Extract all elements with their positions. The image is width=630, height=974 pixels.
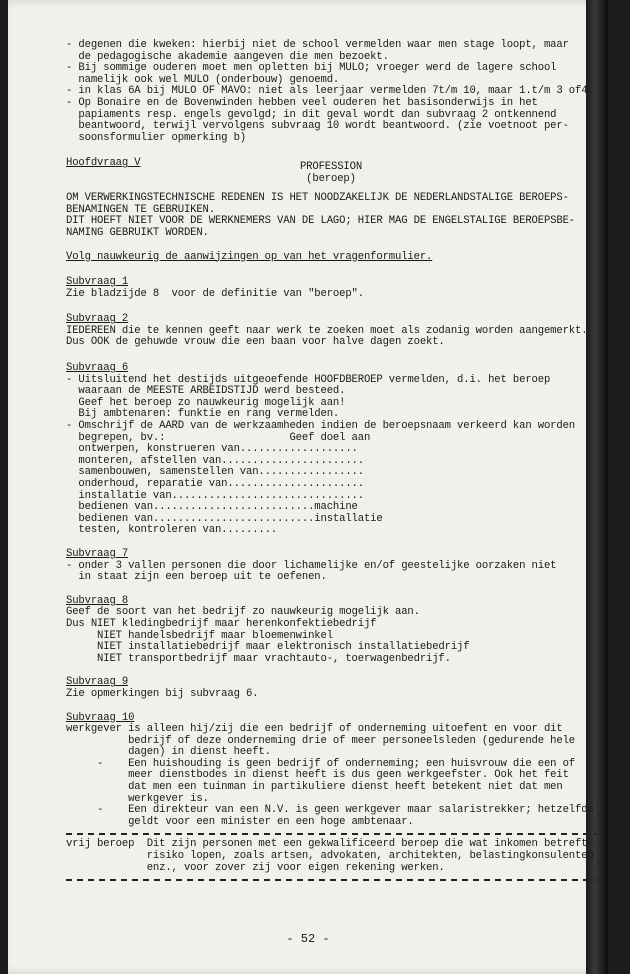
instruction-line: [66, 252, 596, 264]
page-number: - 52 -: [286, 932, 330, 946]
subvraag-line: in staat zijn een beroep uit te oefenen.: [66, 571, 327, 584]
document-page: [8, 0, 608, 974]
subvraag-6: [66, 363, 596, 537]
subvraag-label: Subvraag 1: [66, 276, 129, 289]
subvraag-1: [66, 277, 596, 300]
subvraag-line: Bij ambtenaren: funktie en rang vermelden.: [66, 408, 340, 421]
subvraag-line: samenbouwen, samenstellen van.................: [66, 466, 364, 479]
subvraag-line: NIET transportbedrijf maar vrachtauto-, toerwagenbedrijf.: [66, 652, 451, 665]
intro-line: - in klas 6A bij MULO OF MAVO: niet als leerjaar vermelden 7t/m 10, maar 1.t/m 3 of4.: [66, 85, 594, 98]
subvraag-line: dat men een tuinman in partikuliere dienst heeft betekent niet dat men: [66, 781, 563, 794]
subvraag-line: werkgever is.: [66, 792, 209, 805]
vrij-beroep-block: [66, 839, 596, 874]
intro-line: namelijk ook wel MULO (onderbouw) genoemd.: [66, 73, 340, 86]
subvraag-line: Zie opmerkingen bij subvraag 6.: [66, 687, 259, 700]
subvraag-line: geldt voor een minister en een hoge ambtenaar.: [66, 815, 414, 828]
subvraag-2: [66, 314, 596, 349]
subvraag-line: meer dienstbodes in dienst heeft is dus geen werkgeefster. Ook het feit: [66, 769, 569, 782]
subvraag-8: [66, 596, 596, 666]
hoofdvraag-subtitle: (beroep): [306, 172, 356, 185]
page-content: [66, 40, 596, 885]
subvraag-line: begrepen, bv.: Geef doel aan: [66, 431, 371, 444]
notice-line: OM VERWERKINGSTECHNISCHE REDENEN IS HET NOODZAKELIJK DE NEDERLANDSTALIGE BEROEPS-: [66, 192, 569, 205]
subvraag-line: waaraan de MEESTE ARBEIDSTIJD werd besteed.: [66, 385, 346, 398]
subvraag-line: testen, kontroleren van.........: [66, 524, 278, 537]
subvraag-label: Subvraag 10: [66, 711, 135, 724]
intro-block: [66, 40, 596, 144]
subvraag-label: Subvraag 8: [66, 594, 129, 607]
intro-line: - Bij sommige ouderen moet men opletten bij MULO; vroeger werd de lagere school: [66, 62, 557, 75]
subvraag-line: IEDEREEN die te kennen geeft naar werk te zoeken moet als zodanig worden aangemerkt.: [66, 324, 588, 337]
intro-line: de pedagogische akademie aangeven die men bezoekt.: [66, 50, 389, 63]
hoofdvraag-label: Hoofdvraag V: [66, 157, 141, 170]
subvraag-line: bedienen van..........................installatie: [66, 512, 383, 525]
hoofdvraag-block: [66, 158, 596, 185]
subvraag-line: - Een huishouding is geen bedrijf of onderneming; een huisvrouw die een of: [66, 757, 575, 770]
subvraag-10: [66, 713, 596, 829]
subvraag-line: NIET handelsbedrijf maar bloemenwinkel: [66, 629, 333, 642]
subvraag-9: [66, 677, 596, 700]
subvraag-line: Dus NIET kledingbedrijf maar herenkonfektiebedrijf: [66, 617, 377, 630]
dashed-rule-top: [66, 833, 596, 835]
intro-line: soonsformulier opmerking b): [66, 131, 247, 144]
subvraag-line: - onder 3 vallen personen die door lichamelijke en/of geestelijke oorzaken niet: [66, 559, 557, 572]
subvraag-label: Subvraag 2: [66, 313, 129, 326]
notice-line: DIT HOEFT NIET VOOR DE WERKNEMERS VAN DE LAGO; HIER MAG DE ENGELSTALIGE BEROEPSBE-: [66, 215, 575, 228]
subvraag-line: NIET installatiebedrijf maar elektronisch installatiebedrijf: [66, 641, 470, 654]
instruction-text: Volg nauwkeurig de aanwijzingen op van het vragenformulier.: [66, 250, 433, 263]
intro-line: - Op Bonaire en de Bovenwinden hebben veel ouderen het basisonderwijs in het: [66, 96, 538, 109]
subvraag-label: Subvraag 7: [66, 547, 129, 560]
notice-line: NAMING GEBRUIKT WORDEN.: [66, 226, 209, 239]
subvraag-label: Subvraag 9: [66, 676, 129, 689]
vrij-beroep-line: enz., voor zover zij voor eigen rekening werken.: [66, 861, 445, 874]
subvraag-line: ontwerpen, konstrueren van...................: [66, 443, 358, 456]
subvraag-line: onderhoud, reparatie van......................: [66, 478, 364, 490]
vrij-beroep-line: vrij beroep Dit zijn personen met een gekwalificeerd beroep die wat inkomen betreft: [66, 838, 588, 851]
subvraag-line: Zie bladzijde 8 voor de definitie van "beroep".: [66, 287, 364, 300]
subvraag-line: monteren, afstellen van.......................: [66, 454, 364, 467]
subvraag-line: - Omschrijf de AARD van de werkzaamheden indien de beroepsnaam verkeerd kan worden: [66, 420, 575, 433]
subvraag-line: Dus OOK de gehuwde vrouw die een baan voor halve dagen zoekt.: [66, 336, 445, 349]
subvraag-line: - Uitsluitend het destijds uitgeoefende HOOFDBEROEP vermelden, d.i. het beroep: [66, 373, 551, 386]
subvraag-line: Geef het beroep zo nauwkeurig mogelijk aan!: [66, 396, 346, 409]
subvraag-line: bedienen van..........................machine: [66, 501, 358, 514]
subvraag-line: Geef de soort van het bedrijf zo nauwkeurig mogelijk aan.: [66, 606, 420, 619]
intro-line: - degenen die kweken: hierbij niet de school vermelden waar men stage loopt, maar: [66, 39, 569, 51]
subvraag-line: werkgever is alleen hij/zij die een bedrijf of onderneming uitoefent en voor dit: [66, 723, 563, 736]
intro-line: beantwoord, terwijl vervolgens subvraag 10 wordt beantwoord. (zie voetnoot per-: [66, 120, 569, 133]
notice-block: [66, 193, 596, 239]
intro-line: papiaments resp. engels gevolgd; in dit geval wordt dan subvraag 2 ontkennend: [66, 108, 557, 121]
notice-line: BENAMINGEN TE GEBRUIKEN.: [66, 203, 215, 216]
hoofdvraag-title: PROFESSION: [299, 160, 363, 173]
dashed-rule-bottom: [66, 879, 596, 881]
subvraag-7: [66, 549, 596, 584]
subvraag-line: installatie van...............................: [66, 489, 364, 502]
subvraag-line: - Een direkteur van een N.V. is geen werkgever maar salaristrekker; hetzelfde: [66, 804, 594, 817]
subvraag-label: Subvraag 6: [66, 362, 129, 375]
subvraag-line: bedrijf of deze onderneming drie of meer personeelsleden (gedurende hele: [66, 734, 575, 747]
subvraag-line: dagen) in dienst heeft.: [66, 746, 271, 759]
vrij-beroep-line: risiko lopen, zoals artsen, advokaten, architekten, belastingkonsulenten: [66, 850, 594, 863]
